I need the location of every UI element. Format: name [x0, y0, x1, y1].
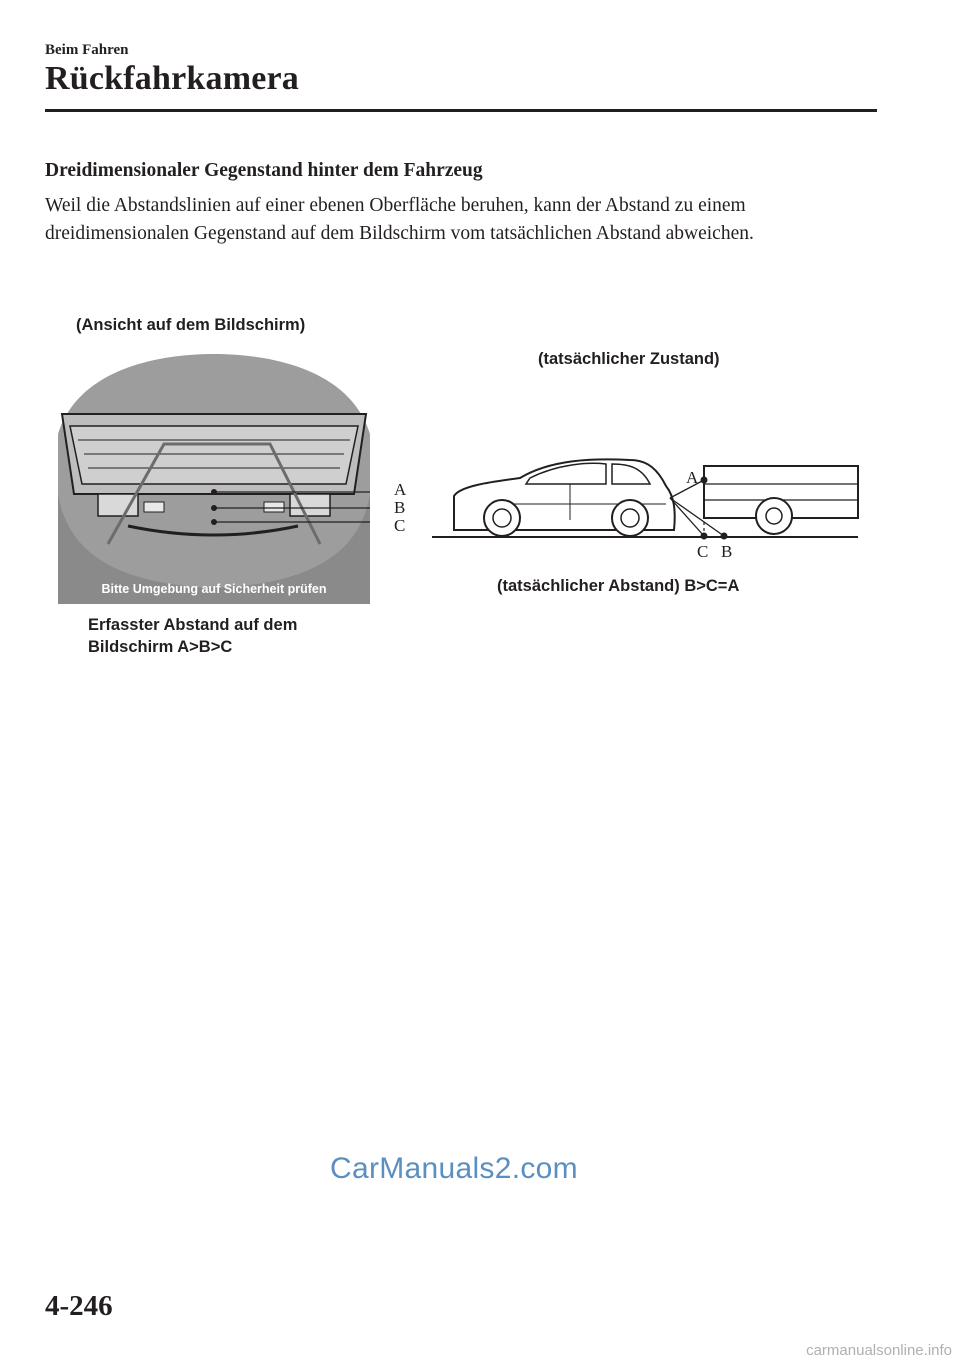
page-number: 4-246	[45, 1290, 113, 1322]
real-caption: (tatsächlicher Zustand)	[538, 350, 720, 368]
real-marker-a: A	[686, 468, 699, 487]
paragraph-line-1: Weil die Abstandslinien auf einer ebenen Oberfläche beruhen, kann der Abstand zu einem	[45, 195, 746, 216]
camera-screen-illustration	[58, 344, 370, 604]
screen-marker-b: B	[394, 498, 406, 517]
subheading: Dreidimensionaler Gegenstand hinter dem Fahrzeug	[45, 160, 483, 181]
real-marker-c: C	[697, 542, 709, 561]
screen-result-line-2: Bildschirm A>B>C	[88, 638, 233, 656]
real-marker-b: B	[721, 542, 733, 561]
real-result: (tatsächlicher Abstand) B>C=A	[497, 577, 740, 595]
screen-marker-a: A	[394, 480, 407, 499]
real-situation-illustration	[430, 440, 860, 550]
screen-marker-c: C	[394, 516, 406, 535]
screen-result-line-1: Erfasster Abstand auf dem	[88, 616, 298, 634]
title-rule	[45, 109, 877, 112]
screen-warning-text: Bitte Umgebung auf Sicherheit prüfen	[101, 582, 327, 596]
chapter-title: Rückfahrkamera	[45, 60, 299, 97]
section-label: Beim Fahren	[45, 42, 129, 58]
screen-caption: (Ansicht auf dem Bildschirm)	[76, 316, 306, 334]
body-paragraph	[45, 192, 905, 248]
screen-result	[88, 614, 297, 658]
watermark-logo: CarManuals2.com	[330, 1152, 578, 1185]
paragraph-line-2: dreidimensionalen Gegenstand auf dem Bildschirm vom tatsächlichen Abstand abweichen.	[45, 223, 754, 244]
footer-site-text: carmanualsonline.info	[806, 1342, 952, 1359]
